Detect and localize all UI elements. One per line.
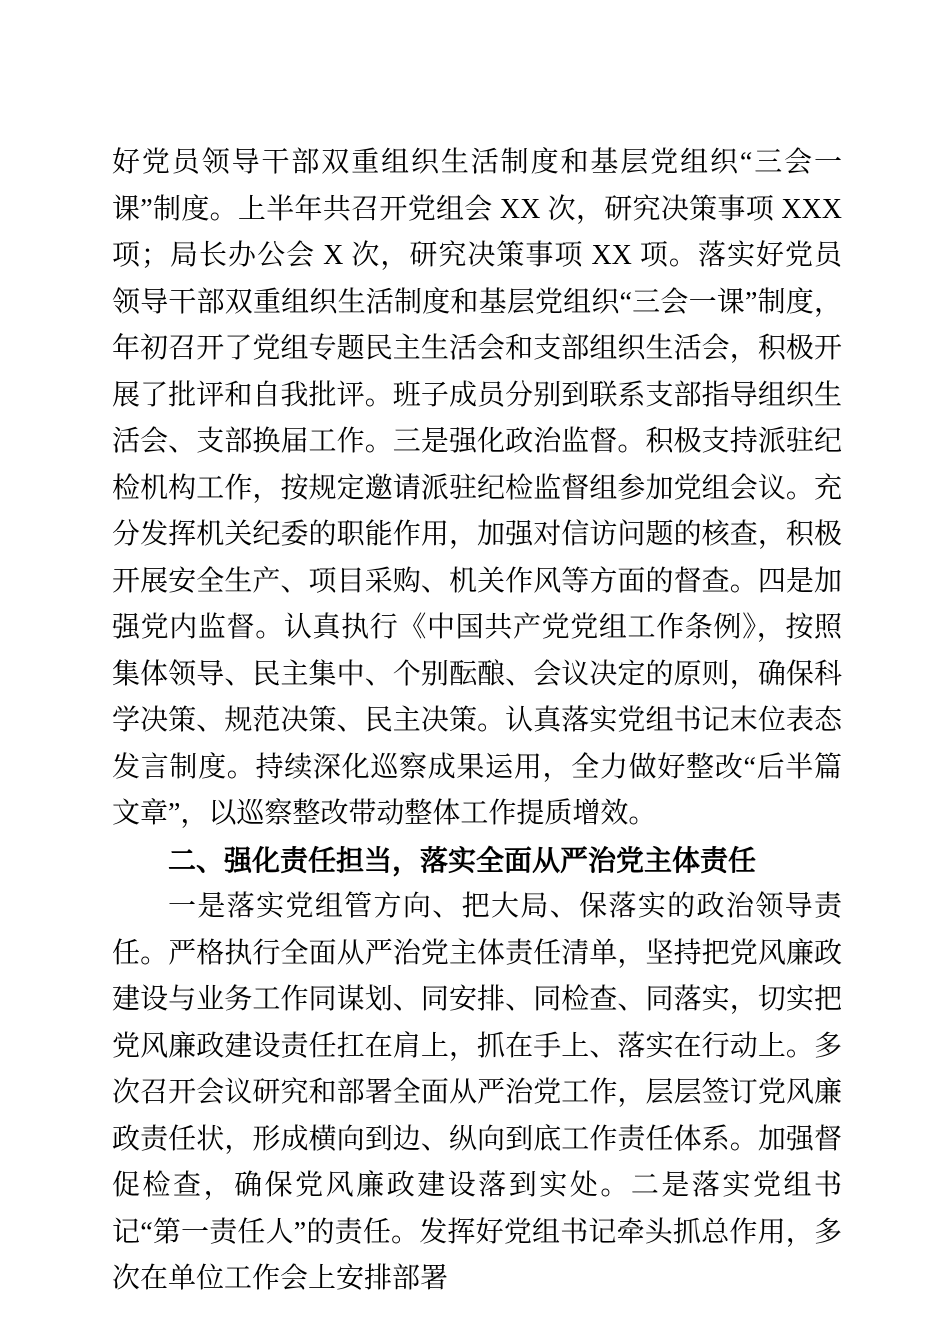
section-heading: 二、强化责任担当，落实全面从严治党主体责任 (168, 844, 757, 876)
paragraph-continuation: 好党员领导干部双重组织生活制度和基层党组织“三会一课”制度。上半年共召开党组会 XX 次，研究决策事项 XXX 项；局长办公会 X 次，研究决策事项 XX 项。落实好党员领导干部双重组织生活制度和基层党组织“三会一课”制度，年初召开了党组专题民主生活会和支部组织生活会，积极开展了批评和自我批评。班子成员分别到联系支部指导组织生活会、支部换届工作。三是强化政治监督。积极支持派驻纪检机构工作，按规定邀请派驻纪检监督组参加党组会议。充分发挥机关纪委的职能作用，加强对信访问题的核查，积极开展安全生产、项目采购、机关作风等方面的督查。四是加强党内监督。认真执行《中国共产党党组工作条例》，按照集体领导、民主集中、个别酝酿、会议决定的原则，确保科学决策、规范决策、民主决策。认真落实党组书记末位表态发言制度。持续深化巡察成果运用，全力做好整改“后半篇文章”，以巡察整改带动整体工作提质增效。 (112, 147, 842, 829)
paragraph: 一是落实党组管方向、把大局、保落实的政治领导责任。严格执行全面从严治党主体责任清单，坚持把党风廉政建设与业务工作同谋划、同安排、同检查、同落实，切实把党风廉政建设责任扛在肩上，抓在手上、落实在行动上。多次召开会议研究和部署全面从严治党工作，层层签订党风廉政责任状，形成横向到边、纵向到底工作责任体系。加强督促检查，确保党风廉政建设落到实处。二是落实党组书记“第一责任人”的责任。发挥好党组书记牵头抓总作用，多次在单位工作会上安排部署 (112, 891, 842, 1294)
document-body (112, 140, 842, 1303)
